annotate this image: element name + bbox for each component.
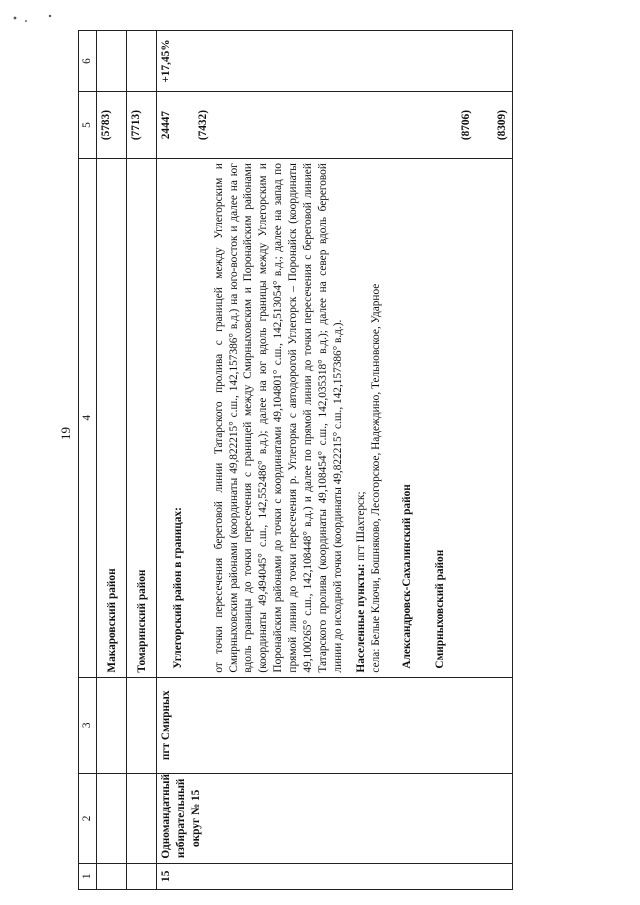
deviation: +17,45% — [156, 31, 513, 92]
settlements-label: Населенные пункты: — [354, 563, 367, 673]
total-voters: 24447 — [159, 110, 172, 140]
rotated-table-sheet — [78, 30, 583, 890]
table-row — [96, 31, 126, 890]
okrug-composition — [156, 159, 513, 677]
district-makarov: Макаровский район — [96, 159, 126, 677]
scan-specks — [10, 12, 60, 26]
col-1-header: 1 — [79, 863, 97, 889]
settlements-block — [354, 163, 384, 672]
voters-tomari: (7713) — [126, 92, 156, 159]
table-row-15 — [156, 31, 513, 890]
boundary-description: от точки пересечения береговой линии Татарского пролива с границей между Углегорским и Смирныховским районами (координаты 49,822215° с.ш., 142,157386° в.д.) на юго-восток и далее на юг вдоль границы до точки пересечения с границей между Смирныховским и Поронайским районами (координаты 49,494045° с.ш., 142,552486° в.д.); далее на юг вдоль границы между Углегорским и Поронайским районами до точки с координатами 49,104801° с.ш., 142,513054° в.д.; далее на запад по прямой линии до точки пересечения р. Углегорка с автодорогой Углегорск – Поронайск (координаты 49,100265° с.ш., 142,108448° в.д.) и далее по прямой линии до точки пересечения с береговой линией Татарского пролива (координаты 49,108454° с.ш., 142,035318° в.д.); далее на север вдоль береговой линии до исходной точки (координаты 49,822215° с.ш., 142,157386° в.д.). — [212, 163, 344, 673]
col-2-header: 2 — [79, 774, 97, 863]
voters-column — [156, 92, 513, 159]
col-5-header: 5 — [79, 92, 97, 159]
district-tomari: Томаринский район — [126, 159, 156, 677]
district-uglegorsk: Углегорский район в границах: — [171, 507, 184, 669]
col-3-header: 3 — [79, 677, 97, 774]
col-6-header: 6 — [79, 31, 97, 92]
okrug-name: Одномандатный избирательный округ № 15 — [156, 774, 513, 863]
voters-makarov: (5783) — [96, 92, 126, 159]
page-number: 19 — [58, 427, 73, 440]
column-number-row — [79, 31, 97, 890]
district-smirnykh: Смирныховский район — [433, 549, 446, 669]
settlements-villages: села: Белые Ключи, Бошняково, Лесогорское, Надеждино, Тельновское, Ударное — [369, 283, 382, 673]
table-row — [126, 31, 156, 890]
voters-smirnykh: (8309) — [496, 110, 509, 141]
district-alexandrovsk: Александровск-Сахалинский район — [400, 484, 413, 669]
districts-table — [78, 30, 513, 890]
voters-alexandrovsk: (8706) — [459, 110, 472, 141]
row-number: 15 — [156, 863, 513, 889]
voters-uglegorsk: (7432) — [196, 110, 209, 141]
col-4-header: 4 — [79, 159, 97, 677]
okrug-center: пгт Смирных — [156, 677, 513, 774]
settlements-pgt: пгт Шахтерск; — [354, 491, 367, 561]
